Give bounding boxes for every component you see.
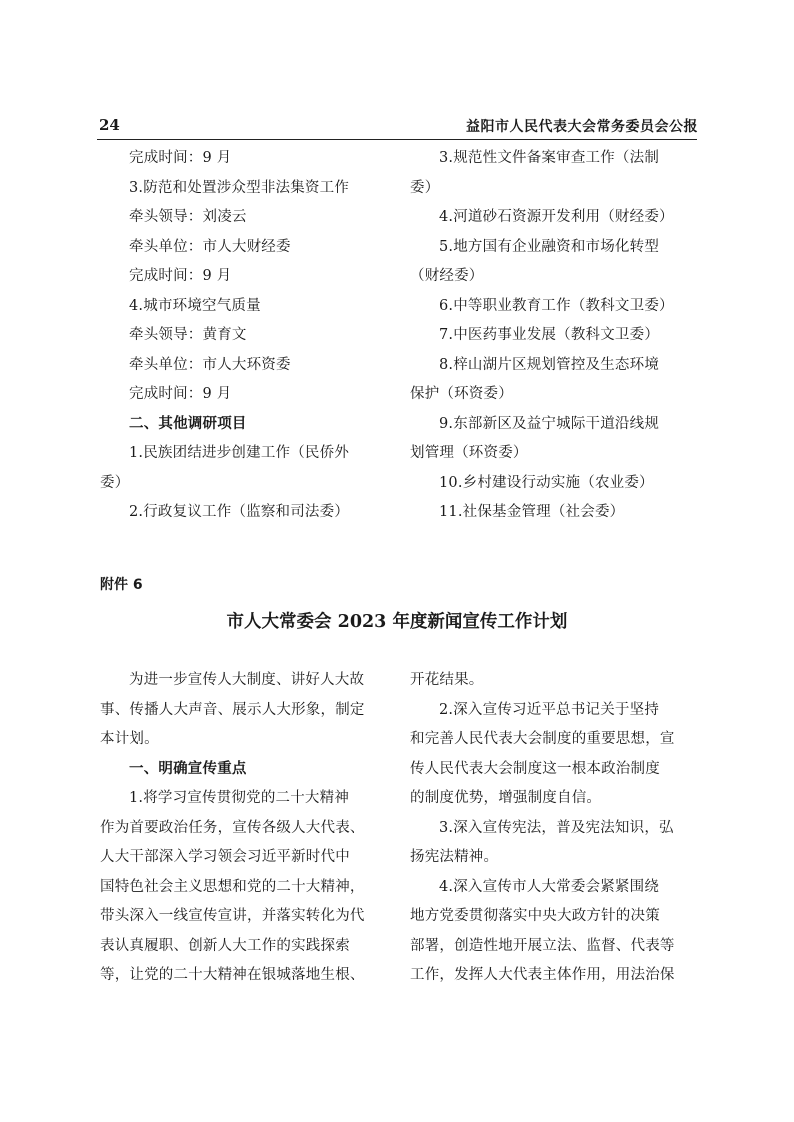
text-line: 保护（环资委） (410, 386, 513, 402)
text-line: 划管理（环资委） (410, 445, 528, 461)
bottom-left-column (100, 666, 390, 991)
text-line: 国特色社会主义思想和党的二十大精神， (100, 878, 365, 895)
header-divider (97, 139, 697, 140)
text-line: 牵头单位：市人大财经委 (129, 238, 291, 255)
text-line: 2.深入宣传习近平总书记关于坚持 (439, 701, 660, 718)
bottom-right-column (410, 666, 700, 991)
text-line: 人大干部深入学习领会习近平新时代中 (100, 849, 350, 865)
text-line: 为进一步宣传人大制度、讲好人大故 (129, 672, 365, 688)
text-line: 作为首要政治任务，宣传各级人大代表、 (100, 819, 365, 836)
text-line: 完成时间：9 月 (129, 386, 232, 402)
text-line: 8.梓山湖片区规划管控及生态环境 (439, 356, 660, 373)
text-line: 11.社保基金管理（社会委） (439, 504, 625, 520)
text-line: 带头深入一线宣传宣讲，并落实转化为代 (100, 908, 365, 924)
top-right-column (410, 144, 698, 528)
attachment-label: 附件 6 (100, 577, 143, 593)
text-line: 牵头单位：市人大环资委 (129, 356, 291, 373)
text-line: 本计划。 (100, 731, 159, 747)
text-line: 4.河道砂石资源开发利用（财经委） (439, 209, 674, 225)
text-line: 5.地方国有企业融资和市场化转型 (439, 238, 660, 255)
text-line: 完成时间：9 月 (129, 268, 232, 284)
text-line: 牵头领导：刘凌云 (129, 209, 247, 225)
text-line: 1.将学习宣传贯彻党的二十大精神 (129, 790, 350, 806)
publication-title: 益阳市人民代表大会常务委员会公报 (466, 119, 698, 135)
text-line: 10.乡村建设行动实施（农业委） (439, 474, 654, 491)
text-line: 完成时间：9 月 (129, 150, 232, 166)
text-line: 地方党委贯彻落实中央大政方针的决策 (410, 908, 660, 924)
text-line: 1.民族团结进步创建工作（民侨外 (129, 445, 350, 461)
page-number: 24 (99, 116, 120, 134)
text-line: 传人民代表大会制度这一根本政治制度 (410, 760, 660, 777)
section-heading: 二、其他调研项目 (129, 415, 247, 432)
document-title: 市人大常委会 2023 年度新闻宣传工作计划 (226, 612, 568, 632)
top-left-column (100, 144, 388, 528)
section-heading: 一、明确宣传重点 (129, 760, 247, 777)
text-line: 部署，创造性地开展立法、监督、代表等 (410, 937, 675, 954)
text-line: 牵头领导：黄育文 (129, 327, 247, 343)
text-line: 工作，发挥人大代表主体作用，用法治保 (410, 967, 675, 983)
text-line: 3.防范和处置涉众型非法集资工作 (129, 179, 350, 196)
text-line: 开花结果。 (410, 672, 484, 688)
text-line: 4.城市环境空气质量 (129, 297, 261, 314)
text-line: 等，让党的二十大精神在银城落地生根、 (100, 967, 365, 983)
text-line: 和完善人民代表大会制度的重要思想，宣 (410, 731, 675, 747)
text-line: 3.规范性文件备案审查工作（法制 (439, 150, 660, 166)
text-line: 2.行政复议工作（监察和司法委） (129, 504, 350, 520)
text-line: 7.中医药事业发展（教科文卫委） (439, 327, 660, 343)
text-line: 9.东部新区及益宁城际干道沿线规 (439, 415, 660, 432)
text-line: 委） (410, 179, 440, 196)
text-line: 3.深入宣传宪法，普及宪法知识，弘 (439, 819, 674, 836)
text-line: 的制度优势，增强制度自信。 (410, 790, 602, 806)
text-line: 扬宪法精神。 (410, 849, 499, 865)
text-line: 表认真履职、创新人大工作的实践探索 (100, 937, 350, 954)
text-line: （财经委） (410, 268, 484, 284)
text-line: 4.深入宣传市人大常委会紧紧围绕 (439, 878, 660, 895)
text-line: 6.中等职业教育工作（教科文卫委） (439, 297, 674, 314)
text-line: 委） (100, 474, 130, 491)
text-line: 事、传播人大声音、展示人大形象，制定 (100, 701, 365, 718)
